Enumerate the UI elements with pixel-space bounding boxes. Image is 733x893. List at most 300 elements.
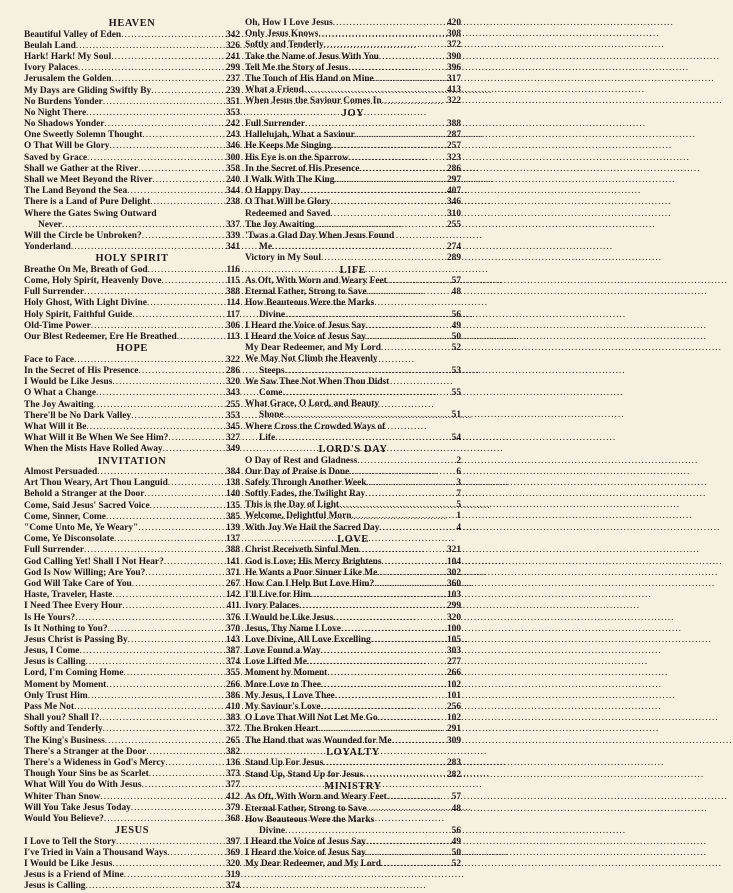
page-number: 3 xyxy=(456,477,461,488)
dot-leader xyxy=(387,792,452,803)
hymn-title-continuation: Life xyxy=(259,432,276,443)
page-number: 48 xyxy=(451,287,461,298)
dot-leader xyxy=(387,276,452,287)
page-number: 351 xyxy=(225,96,240,107)
hymn-title: Hark! Hark! My Soul xyxy=(24,51,112,62)
page-number: 267 xyxy=(225,578,240,589)
hymn-title: Redeemed and Saved xyxy=(245,208,331,219)
hymn-title: I Need Thee Every Hour xyxy=(24,601,123,612)
page-number: 346 xyxy=(225,141,240,152)
dot-leader xyxy=(84,545,226,556)
page-number: 57 xyxy=(451,792,461,803)
dot-leader xyxy=(285,310,452,321)
index-entry xyxy=(245,153,461,164)
page-number: 52 xyxy=(451,343,461,354)
hymn-title: My Dear Redeemer, and My Lord xyxy=(245,859,381,870)
dot-leader xyxy=(84,287,226,298)
hymn-title: How Can I Help But Love Him? xyxy=(245,578,375,589)
dot-leader xyxy=(168,433,226,444)
page-number: 303 xyxy=(446,646,461,657)
hymn-title: Is It Nothing to You? xyxy=(24,623,108,634)
dot-leader xyxy=(147,298,227,309)
index-entry xyxy=(245,635,461,646)
index-entry xyxy=(245,511,461,522)
hymn-title: Breathe On Me, Breath of God xyxy=(24,264,148,275)
section-heading-ministry: MINISTRY xyxy=(324,780,382,792)
dot-leader xyxy=(357,456,456,467)
hymn-title: Eternal Father, Strong to Save xyxy=(245,287,367,298)
index-entry xyxy=(24,97,240,108)
page-number: 397 xyxy=(225,836,240,847)
dot-leader xyxy=(167,848,226,859)
dot-leader xyxy=(367,287,452,298)
hymn-title: Love Found a Way xyxy=(245,646,321,657)
page-number: 326 xyxy=(225,40,240,51)
hymn-title: How Beauteous Were the Marks xyxy=(245,814,375,825)
page-number: 6 xyxy=(456,466,461,477)
page-number: 360 xyxy=(446,578,461,589)
dot-leader xyxy=(104,119,226,130)
page-number: 238 xyxy=(225,197,240,208)
index-entry xyxy=(245,40,461,51)
index-entry xyxy=(24,814,240,825)
dot-leader xyxy=(379,52,447,63)
page-number: 385 xyxy=(225,511,240,522)
page-number: 56 xyxy=(451,825,461,836)
dot-leader xyxy=(382,557,447,568)
index-entry xyxy=(245,724,461,735)
page-number: 382 xyxy=(225,746,240,757)
hymn-title: O Love That Will Not Let Me Go xyxy=(245,713,378,724)
index-entry xyxy=(24,287,240,298)
dot-leader xyxy=(123,668,225,679)
page-number: 48 xyxy=(451,803,461,814)
page-number: 55 xyxy=(451,387,461,398)
hymn-title-continuation: Steeps xyxy=(259,365,285,376)
hymn-title: Haste, Traveler, Haste xyxy=(24,590,113,601)
page-number: 346 xyxy=(446,197,461,208)
dot-leader xyxy=(307,657,447,668)
index-entry xyxy=(245,815,461,826)
hymn-title: Ivory Palaces xyxy=(24,63,78,74)
index-entry xyxy=(245,141,461,152)
dot-leader xyxy=(321,253,447,264)
page-number: 370 xyxy=(225,623,240,634)
dot-leader xyxy=(304,85,447,96)
page-number: 388 xyxy=(225,545,240,556)
index-entry xyxy=(24,175,240,186)
dot-leader xyxy=(333,613,447,624)
index-entry xyxy=(24,669,240,680)
index-entry xyxy=(24,30,240,41)
index-entry xyxy=(245,63,461,74)
index-entry xyxy=(245,702,461,713)
hymn-title: Moment by Moment xyxy=(24,679,107,690)
index-entry xyxy=(24,231,240,242)
hymn-title: Pass Me Not xyxy=(24,702,74,713)
index-entry-continuation xyxy=(245,242,461,253)
page-number: 137 xyxy=(225,534,240,545)
hymn-title: What a Friend xyxy=(245,85,304,96)
hymn-title: God Calling Yet! Shall I Not Hear? xyxy=(24,556,164,567)
dot-leader xyxy=(124,870,226,881)
hymn-title: More Love to Thee xyxy=(245,679,321,690)
index-entry xyxy=(245,624,461,635)
hymn-title: Jesus is Calling xyxy=(24,881,86,892)
hymn-title: In the Secret of His Presence xyxy=(24,366,139,377)
page-number: 102 xyxy=(446,679,461,690)
dot-leader xyxy=(112,377,226,388)
dot-leader xyxy=(331,141,447,152)
index-entry xyxy=(245,848,461,859)
index-entry xyxy=(24,724,240,735)
hymn-title-continuation: Divine xyxy=(259,309,286,320)
dot-leader xyxy=(285,366,452,377)
page-number: 353 xyxy=(225,410,240,421)
section-heading-heaven: HEAVEN xyxy=(108,18,156,29)
page-number: 56 xyxy=(451,309,461,320)
page-number: 2 xyxy=(456,455,461,466)
hymn-title: In the Secret of His Presence xyxy=(245,163,360,174)
index-entry xyxy=(24,400,240,411)
dot-leader xyxy=(282,388,451,399)
page-number: 49 xyxy=(451,837,461,848)
hymn-title: Our Day of Praise is Done xyxy=(245,466,350,477)
hymn-title: Where Cross the Crowded Ways of xyxy=(245,421,386,432)
hymn-title: Shall we Gather at the River xyxy=(24,163,139,174)
page-number: 53 xyxy=(451,365,461,376)
index-entry xyxy=(24,130,240,141)
dot-leader xyxy=(103,97,226,108)
page-number: 386 xyxy=(225,690,240,701)
index-entry xyxy=(24,680,240,691)
dot-leader xyxy=(132,579,226,590)
page-number: 321 xyxy=(446,545,461,556)
page-number: 299 xyxy=(225,63,240,74)
hymn-title: The Broken Heart xyxy=(245,724,319,735)
index-entry xyxy=(245,680,461,691)
hymn-title: With Joy We Hail the Sacred Day xyxy=(245,522,380,533)
dot-leader xyxy=(318,724,447,735)
index-entry xyxy=(245,52,461,63)
hymn-title-continuation: Me xyxy=(259,242,273,253)
hymn-title: Victory in My Soul xyxy=(245,253,321,264)
hymn-title: Lord, I'm Coming Home xyxy=(24,668,124,679)
dot-leader xyxy=(85,881,225,892)
page-number: 266 xyxy=(225,679,240,690)
hymn-title: Though Your Sins be as Scarlet xyxy=(24,769,149,780)
page-number: 115 xyxy=(226,276,240,287)
page-number: 135 xyxy=(225,500,240,511)
hymn-title: My Days are Gliding Swiftly By xyxy=(24,85,152,96)
hymn-title: Full Surrender xyxy=(24,287,84,298)
page-number: 387 xyxy=(225,646,240,657)
dot-leader xyxy=(138,164,226,175)
index-entry xyxy=(24,848,240,859)
index-entry xyxy=(245,860,461,871)
dot-leader xyxy=(341,624,447,635)
hymn-title: I'll Live for Him xyxy=(245,590,311,601)
section-heading-hope: HOPE xyxy=(116,343,148,355)
hymn-title: I Heard the Voice of Jesus Say xyxy=(245,320,366,331)
section-heading-love: LOVE xyxy=(337,533,369,545)
dot-leader xyxy=(112,859,226,870)
index-entry xyxy=(245,130,461,141)
dot-leader xyxy=(85,657,225,668)
index-entry xyxy=(24,41,240,52)
page-number: 116 xyxy=(226,264,240,275)
index-entry xyxy=(24,74,240,85)
hymn-title: 'Twas a Glad Day When Jesus Found xyxy=(245,230,395,241)
page-number: 240 xyxy=(225,175,240,186)
page-number: 274 xyxy=(446,242,461,253)
hymn-title: God Is Now Willing; Are You? xyxy=(24,567,146,578)
page-number: 139 xyxy=(225,523,240,534)
dot-leader xyxy=(165,758,226,769)
hymn-title: As Oft, With Worn and Weary Feet xyxy=(245,792,387,803)
index-entry xyxy=(24,388,240,399)
hymn-title: Safely Through Another Week xyxy=(245,477,367,488)
hymn-title: The Land Beyond the Sea xyxy=(24,186,128,197)
hymn-title: O What a Change xyxy=(24,388,96,399)
dot-leader xyxy=(132,310,226,321)
dot-leader xyxy=(116,837,226,848)
dot-leader xyxy=(367,804,452,815)
index-entry xyxy=(24,501,240,512)
page-number: 140 xyxy=(225,489,240,500)
page-number: 104 xyxy=(446,556,461,567)
dot-leader xyxy=(348,63,447,74)
page-number: 420 xyxy=(446,17,461,28)
index-entry xyxy=(24,52,240,63)
index-entry xyxy=(24,209,240,220)
page-number: 289 xyxy=(446,253,461,264)
hymn-title: Only Jesus Knows xyxy=(245,29,319,40)
dot-leader xyxy=(359,545,447,556)
hymn-title: Moment by Moment xyxy=(245,668,328,679)
hymn-title: Our Blest Redeemer, Ere He Breathed xyxy=(24,332,177,343)
dot-leader xyxy=(379,523,456,534)
dot-leader xyxy=(112,590,226,601)
dot-leader xyxy=(299,601,447,612)
page-number: 50 xyxy=(451,848,461,859)
hymn-title: Whiter Than Snow xyxy=(24,791,101,802)
index-entry-continuation xyxy=(245,310,461,321)
dot-leader xyxy=(127,186,226,197)
section-heading-holy-spirit: HOLY SPIRIT xyxy=(95,253,169,265)
index-entry xyxy=(245,209,461,220)
index-entry xyxy=(24,657,240,668)
index-entry xyxy=(24,601,240,612)
dot-leader xyxy=(392,736,447,747)
dot-leader xyxy=(366,321,452,332)
hymn-title: Christ Receiveth Sinful Men xyxy=(245,545,359,556)
index-entry xyxy=(24,467,240,478)
hymn-title: Stand Up For Jesus xyxy=(245,758,324,769)
index-entry xyxy=(24,108,240,119)
index-entry xyxy=(24,624,240,635)
index-entry xyxy=(24,63,240,74)
index-entry xyxy=(24,747,240,758)
hymn-title: One Sweetly Solemn Thought xyxy=(24,130,143,141)
hymn-title: Would You Believe? xyxy=(24,813,104,824)
dot-leader xyxy=(144,489,226,500)
index-entry xyxy=(24,366,240,377)
dot-leader xyxy=(363,770,447,781)
index-entry xyxy=(24,859,240,870)
page-number: 358 xyxy=(225,163,240,174)
dot-leader xyxy=(366,848,452,859)
hymn-title: Shall you? Shall I? xyxy=(24,713,100,724)
page-number: 265 xyxy=(225,735,240,746)
dot-leader xyxy=(162,276,227,287)
dot-leader xyxy=(76,41,226,52)
page-number: 342 xyxy=(225,29,240,40)
dot-leader xyxy=(86,422,226,433)
hymn-title: No Burdens Yonder xyxy=(24,96,103,107)
index-entry xyxy=(245,85,461,96)
hymn-title: Full Surrender xyxy=(245,119,305,130)
dot-leader xyxy=(349,153,447,164)
dot-leader xyxy=(377,568,447,579)
dot-leader xyxy=(349,467,456,478)
dot-leader xyxy=(355,130,447,141)
index-entry xyxy=(24,691,240,702)
index-entry xyxy=(24,545,240,556)
dot-leader xyxy=(142,231,226,242)
index-entry xyxy=(24,758,240,769)
hymn-title: I Would be Like Jesus xyxy=(245,612,334,623)
index-entry xyxy=(245,332,461,343)
index-entry xyxy=(24,512,240,523)
section-heading-life: LIFE xyxy=(339,264,367,276)
hymn-title: I Heard the Voice of Jesus Say xyxy=(245,837,366,848)
page-number: 300 xyxy=(225,152,240,163)
page-number: 50 xyxy=(451,332,461,343)
hymn-title: What Will it Be When We See Him? xyxy=(24,433,169,444)
hymn-title: Beautiful Valley of Eden xyxy=(24,29,122,40)
hymn-title: What Grace, O Lord, and Beauty xyxy=(245,399,380,410)
hymn-title: His Eye is on the Sparrow xyxy=(245,152,349,163)
page-number: 143 xyxy=(225,634,240,645)
hymn-title: Where the Gates Swing Outward xyxy=(24,208,157,219)
section-heading-lord-s-day: LORD'S DAY xyxy=(318,443,388,455)
page-number: 373 xyxy=(225,769,240,780)
hymn-title: There'll be No Dark Valley xyxy=(24,410,132,421)
dot-leader xyxy=(87,153,226,164)
dot-leader xyxy=(305,119,447,130)
dot-leader xyxy=(352,511,457,522)
page-number: 320 xyxy=(446,612,461,623)
hymn-title: My Jesus, I Love Thee xyxy=(245,690,335,701)
dot-leader xyxy=(168,478,226,489)
dot-leader xyxy=(334,175,446,186)
hymn-title: Almost Persuaded xyxy=(24,467,98,478)
hymn-title: Art Thou Weary, Art Thou Languid xyxy=(24,478,168,489)
index-entry xyxy=(24,870,240,881)
dot-leader xyxy=(138,523,226,534)
index-entry xyxy=(24,310,240,321)
hymn-title: Will the Circle be Unbroken? xyxy=(24,230,142,241)
index-entry xyxy=(245,523,461,534)
dot-leader xyxy=(300,186,447,197)
dot-leader xyxy=(131,803,226,814)
index-entry xyxy=(245,590,461,601)
index-entry xyxy=(245,220,461,231)
dot-leader xyxy=(146,747,226,758)
dot-leader xyxy=(100,792,226,803)
page-number: 384 xyxy=(225,467,240,478)
dot-leader xyxy=(366,478,456,489)
index-entry xyxy=(24,119,240,130)
hymn-title: Come, Ye Disconsolate xyxy=(24,534,114,545)
page-number: 383 xyxy=(225,713,240,724)
hymn-title: "Come Unto Me, Ye Weary" xyxy=(24,523,139,534)
index-entry xyxy=(245,354,461,365)
index-entry xyxy=(245,164,461,175)
index-entry xyxy=(245,613,461,624)
hymn-title: He Wants a Poor Sinner Like Me xyxy=(245,567,378,578)
page-number: 286 xyxy=(446,163,461,174)
page-number: 49 xyxy=(451,320,461,331)
hymn-title-continuation: Come xyxy=(259,387,283,398)
page-number: 136 xyxy=(225,757,240,768)
page-number: 374 xyxy=(225,881,240,892)
index-entry xyxy=(245,669,461,680)
dot-leader xyxy=(381,859,452,870)
dot-leader xyxy=(330,197,447,208)
page-number: 345 xyxy=(225,421,240,432)
hymn-title: I Walk With The King xyxy=(245,175,335,186)
hymn-title: Face to Face xyxy=(24,354,74,365)
index-entry xyxy=(24,590,240,601)
hymn-title: O That Will be Glory xyxy=(24,141,110,152)
hymn-title: Yonderland xyxy=(24,242,71,253)
dot-leader xyxy=(88,691,226,702)
hymn-title: Full Surrender xyxy=(24,545,84,556)
hymn-title: God is Love; His Mercy Brightens xyxy=(245,556,382,567)
page-number: 286 xyxy=(225,366,240,377)
hymn-title-continuation: Shone xyxy=(259,410,284,421)
dot-leader xyxy=(321,702,447,713)
dot-leader xyxy=(79,646,225,657)
index-entry xyxy=(24,186,240,197)
index-entry xyxy=(245,186,461,197)
hymn-title: When the Mists Have Rolled Away xyxy=(24,444,163,455)
index-entry xyxy=(24,713,240,724)
dot-leader xyxy=(335,691,447,702)
dot-leader xyxy=(366,332,452,343)
hymn-title: Holy Ghost, With Light Divine xyxy=(24,298,147,309)
index-entry-continuation xyxy=(245,433,461,444)
hymn-title: Come, Holy Spirit, Heavenly Dove xyxy=(24,276,162,287)
dot-leader xyxy=(128,635,226,646)
page-number: 369 xyxy=(225,847,240,858)
hymn-title: What Will You do With Jesus xyxy=(24,780,142,791)
hymn-title: When Jesus the Saviour Comes In xyxy=(245,96,382,107)
page-number: 322 xyxy=(446,96,461,107)
page-number: 256 xyxy=(446,702,461,713)
index-entry xyxy=(245,119,461,130)
dot-leader xyxy=(122,601,226,612)
index-entry xyxy=(245,467,461,478)
hymn-title: We Saw Thee Not When Thou Didst xyxy=(245,376,390,387)
dot-leader xyxy=(97,467,226,478)
page-number: 141 xyxy=(225,556,240,567)
index-entry xyxy=(245,276,461,287)
dot-leader xyxy=(285,826,452,837)
dot-leader xyxy=(148,265,227,276)
